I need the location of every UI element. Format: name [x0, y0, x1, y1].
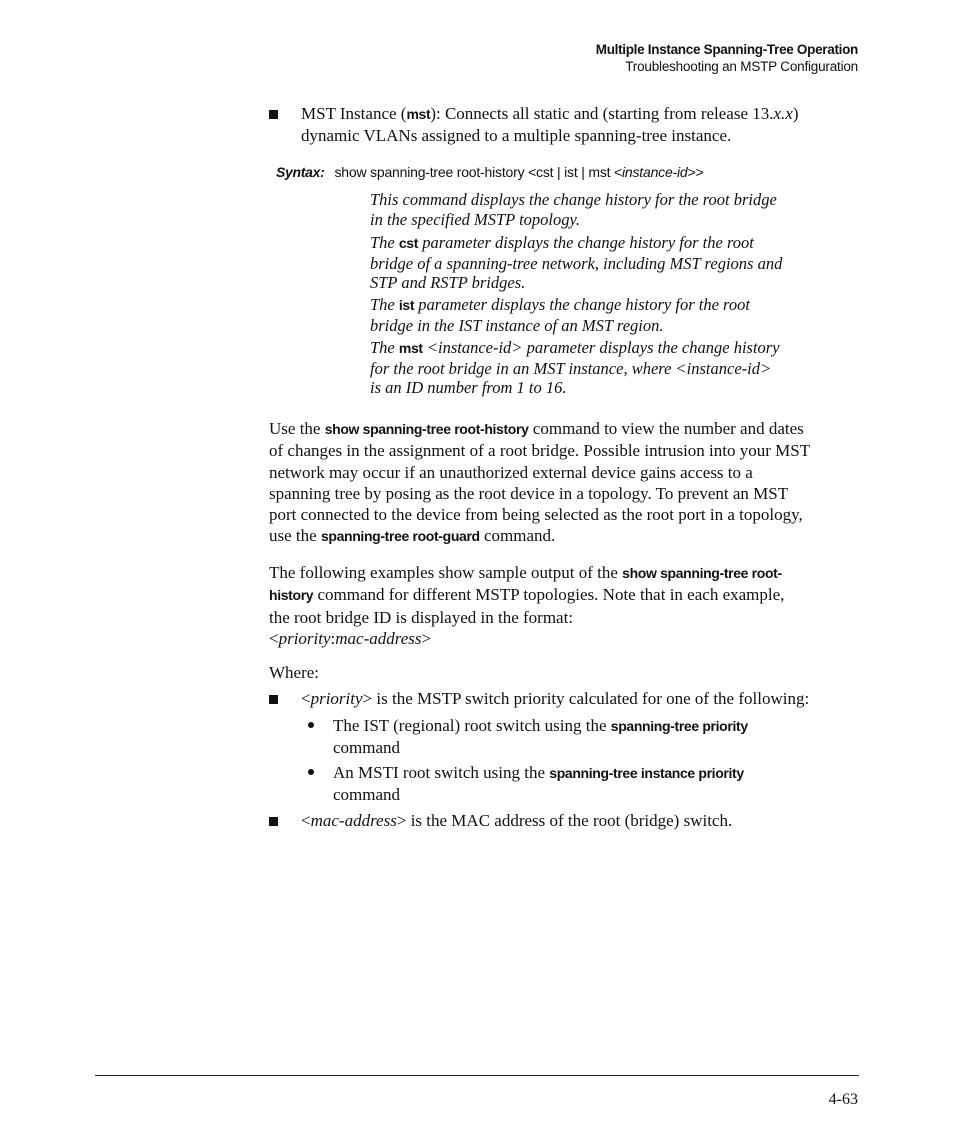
round-bullet-icon [308, 722, 314, 728]
footer-divider [95, 1075, 859, 1076]
paragraph-line [269, 418, 859, 440]
mst-instance-line2: dynamic VLANs assigned to a multiple spanning-tree instance. [301, 126, 732, 145]
mst-keyword: mst [398, 340, 423, 356]
description-ist [370, 295, 860, 335]
paragraph-text: command to view the number and dates [528, 419, 804, 438]
description-text: The [370, 233, 399, 252]
format-bracket: < [269, 628, 279, 648]
section-title: Troubleshooting an MSTP Configuration [625, 59, 858, 74]
description-text: <instance-id> parameter displays the change history [422, 338, 780, 357]
bridge-id-format [269, 628, 859, 649]
description-1-line: in the specified MSTP topology. [370, 209, 581, 229]
mst-lead-text: MST Instance ( [301, 104, 407, 123]
mac-address-description: is the MAC address of the root (bridge) switch. [406, 811, 733, 830]
mac-address-term: mac-address [310, 811, 397, 830]
paragraph-line [269, 562, 859, 584]
paragraph-line: network may occur if an unauthorized external device gains access to a [269, 462, 753, 482]
description-1-line: This command displays the change history for the root bridge [370, 190, 777, 209]
mst-instance-item [301, 103, 861, 146]
mst-text: ): Connects all static and (starting from release 13. [430, 104, 774, 123]
description-mst-line: is an ID number from 1 to 16. [370, 378, 567, 397]
paragraph-text: The following examples show sample output of the [269, 563, 623, 582]
instance-priority-command: spanning-tree instance priority [549, 765, 744, 781]
bracket: > [362, 689, 373, 708]
square-bullet-icon [269, 110, 278, 119]
format-colon: : [330, 628, 336, 648]
paragraph-line: the root bridge ID is displayed in the format: [269, 607, 574, 627]
bracket: > [396, 811, 407, 830]
paragraph-line: port connected to the device from being selected as the root port in a topology, [269, 505, 803, 525]
root-guard-command: spanning-tree root-guard [320, 528, 480, 545]
subitem-line [333, 715, 853, 737]
paragraph-text: use the [269, 526, 321, 546]
description-text: parameter displays the change history for the root [418, 233, 754, 252]
ist-keyword: ist [398, 297, 415, 313]
root-history-command: show spanning-tree root- [622, 565, 782, 581]
description-text: The [370, 295, 399, 314]
paragraph-line: of changes in the assignment of a root bridge. Possible intrusion into your MST [269, 441, 811, 461]
spanning-tree-priority-command: spanning-tree priority [610, 718, 748, 734]
description-ist-line [370, 295, 860, 316]
bracket: < [301, 811, 311, 830]
mst-keyword: mst [406, 106, 431, 122]
syntax-command-end: >> [687, 164, 704, 180]
priority-term: priority [310, 689, 363, 708]
subitem-text: An MSTI root switch using the [333, 763, 550, 782]
round-bullet-icon [308, 769, 314, 775]
mst-text-end: ) [792, 104, 799, 123]
cst-keyword: cst [398, 235, 419, 251]
format-mac-address: mac-address [335, 628, 422, 648]
bracket: < [301, 689, 311, 708]
format-bracket: > [421, 628, 432, 648]
format-priority: priority [278, 628, 331, 648]
description-cst [370, 233, 860, 293]
syntax-instance-param: instance-id [622, 164, 688, 180]
description-cst-line: bridge of a spanning-tree network, including MST regions and [370, 253, 783, 273]
description-text: The [370, 338, 399, 357]
paragraph-line [269, 525, 859, 547]
subitem-line [333, 762, 853, 784]
description-cst-line [370, 233, 860, 254]
release-version: x.x [773, 104, 793, 123]
description-text: parameter displays the change history for the root [414, 295, 750, 314]
paragraph-text: Use the [269, 419, 325, 438]
paragraph-examples [269, 562, 859, 649]
description-mst [370, 338, 860, 398]
square-bullet-icon [269, 817, 278, 826]
description-mst-line: for the root bridge in an MST instance, where <instance-id> [370, 358, 772, 378]
paragraph-root-history [269, 418, 859, 548]
description-1 [370, 190, 860, 229]
priority-description: is the MSTP switch priority calculated for one of the following: [372, 689, 810, 708]
chapter-title: Multiple Instance Spanning-Tree Operation [595, 42, 858, 57]
square-bullet-icon [269, 695, 278, 704]
root-history-command: show spanning-tree root-history [324, 421, 529, 437]
mac-address-item [301, 810, 861, 831]
description-cst-line: STP and RSTP bridges. [370, 273, 526, 292]
syntax-label: Syntax: [276, 164, 325, 180]
msti-root-subitem [333, 762, 853, 805]
paragraph-text: command for different MSTP topologies. Note that in each example, [313, 585, 785, 605]
paragraph-line [269, 584, 859, 606]
syntax-command-text: show spanning-tree root-history <cst | ist | mst < [334, 164, 622, 180]
description-mst-line [370, 338, 860, 359]
subitem-line: command [333, 785, 401, 804]
priority-item [301, 688, 861, 709]
paragraph-line: spanning tree by posing as the root device in a topology. To prevent an MST [269, 483, 789, 503]
paragraph-text: command. [479, 526, 556, 546]
root-history-command-cont: history [269, 587, 314, 604]
syntax-command [334, 164, 703, 180]
ist-root-subitem [333, 715, 853, 758]
mst-instance-line1 [301, 103, 861, 125]
syntax-line [276, 162, 703, 183]
subitem-text: The IST (regional) root switch using the [333, 716, 611, 735]
subitem-line: command [333, 738, 401, 757]
where-label: Where: [269, 663, 320, 682]
page-number: 4-63 [828, 1091, 858, 1108]
description-ist-line: bridge in the IST instance of an MST region. [370, 315, 664, 335]
running-header [596, 41, 858, 75]
